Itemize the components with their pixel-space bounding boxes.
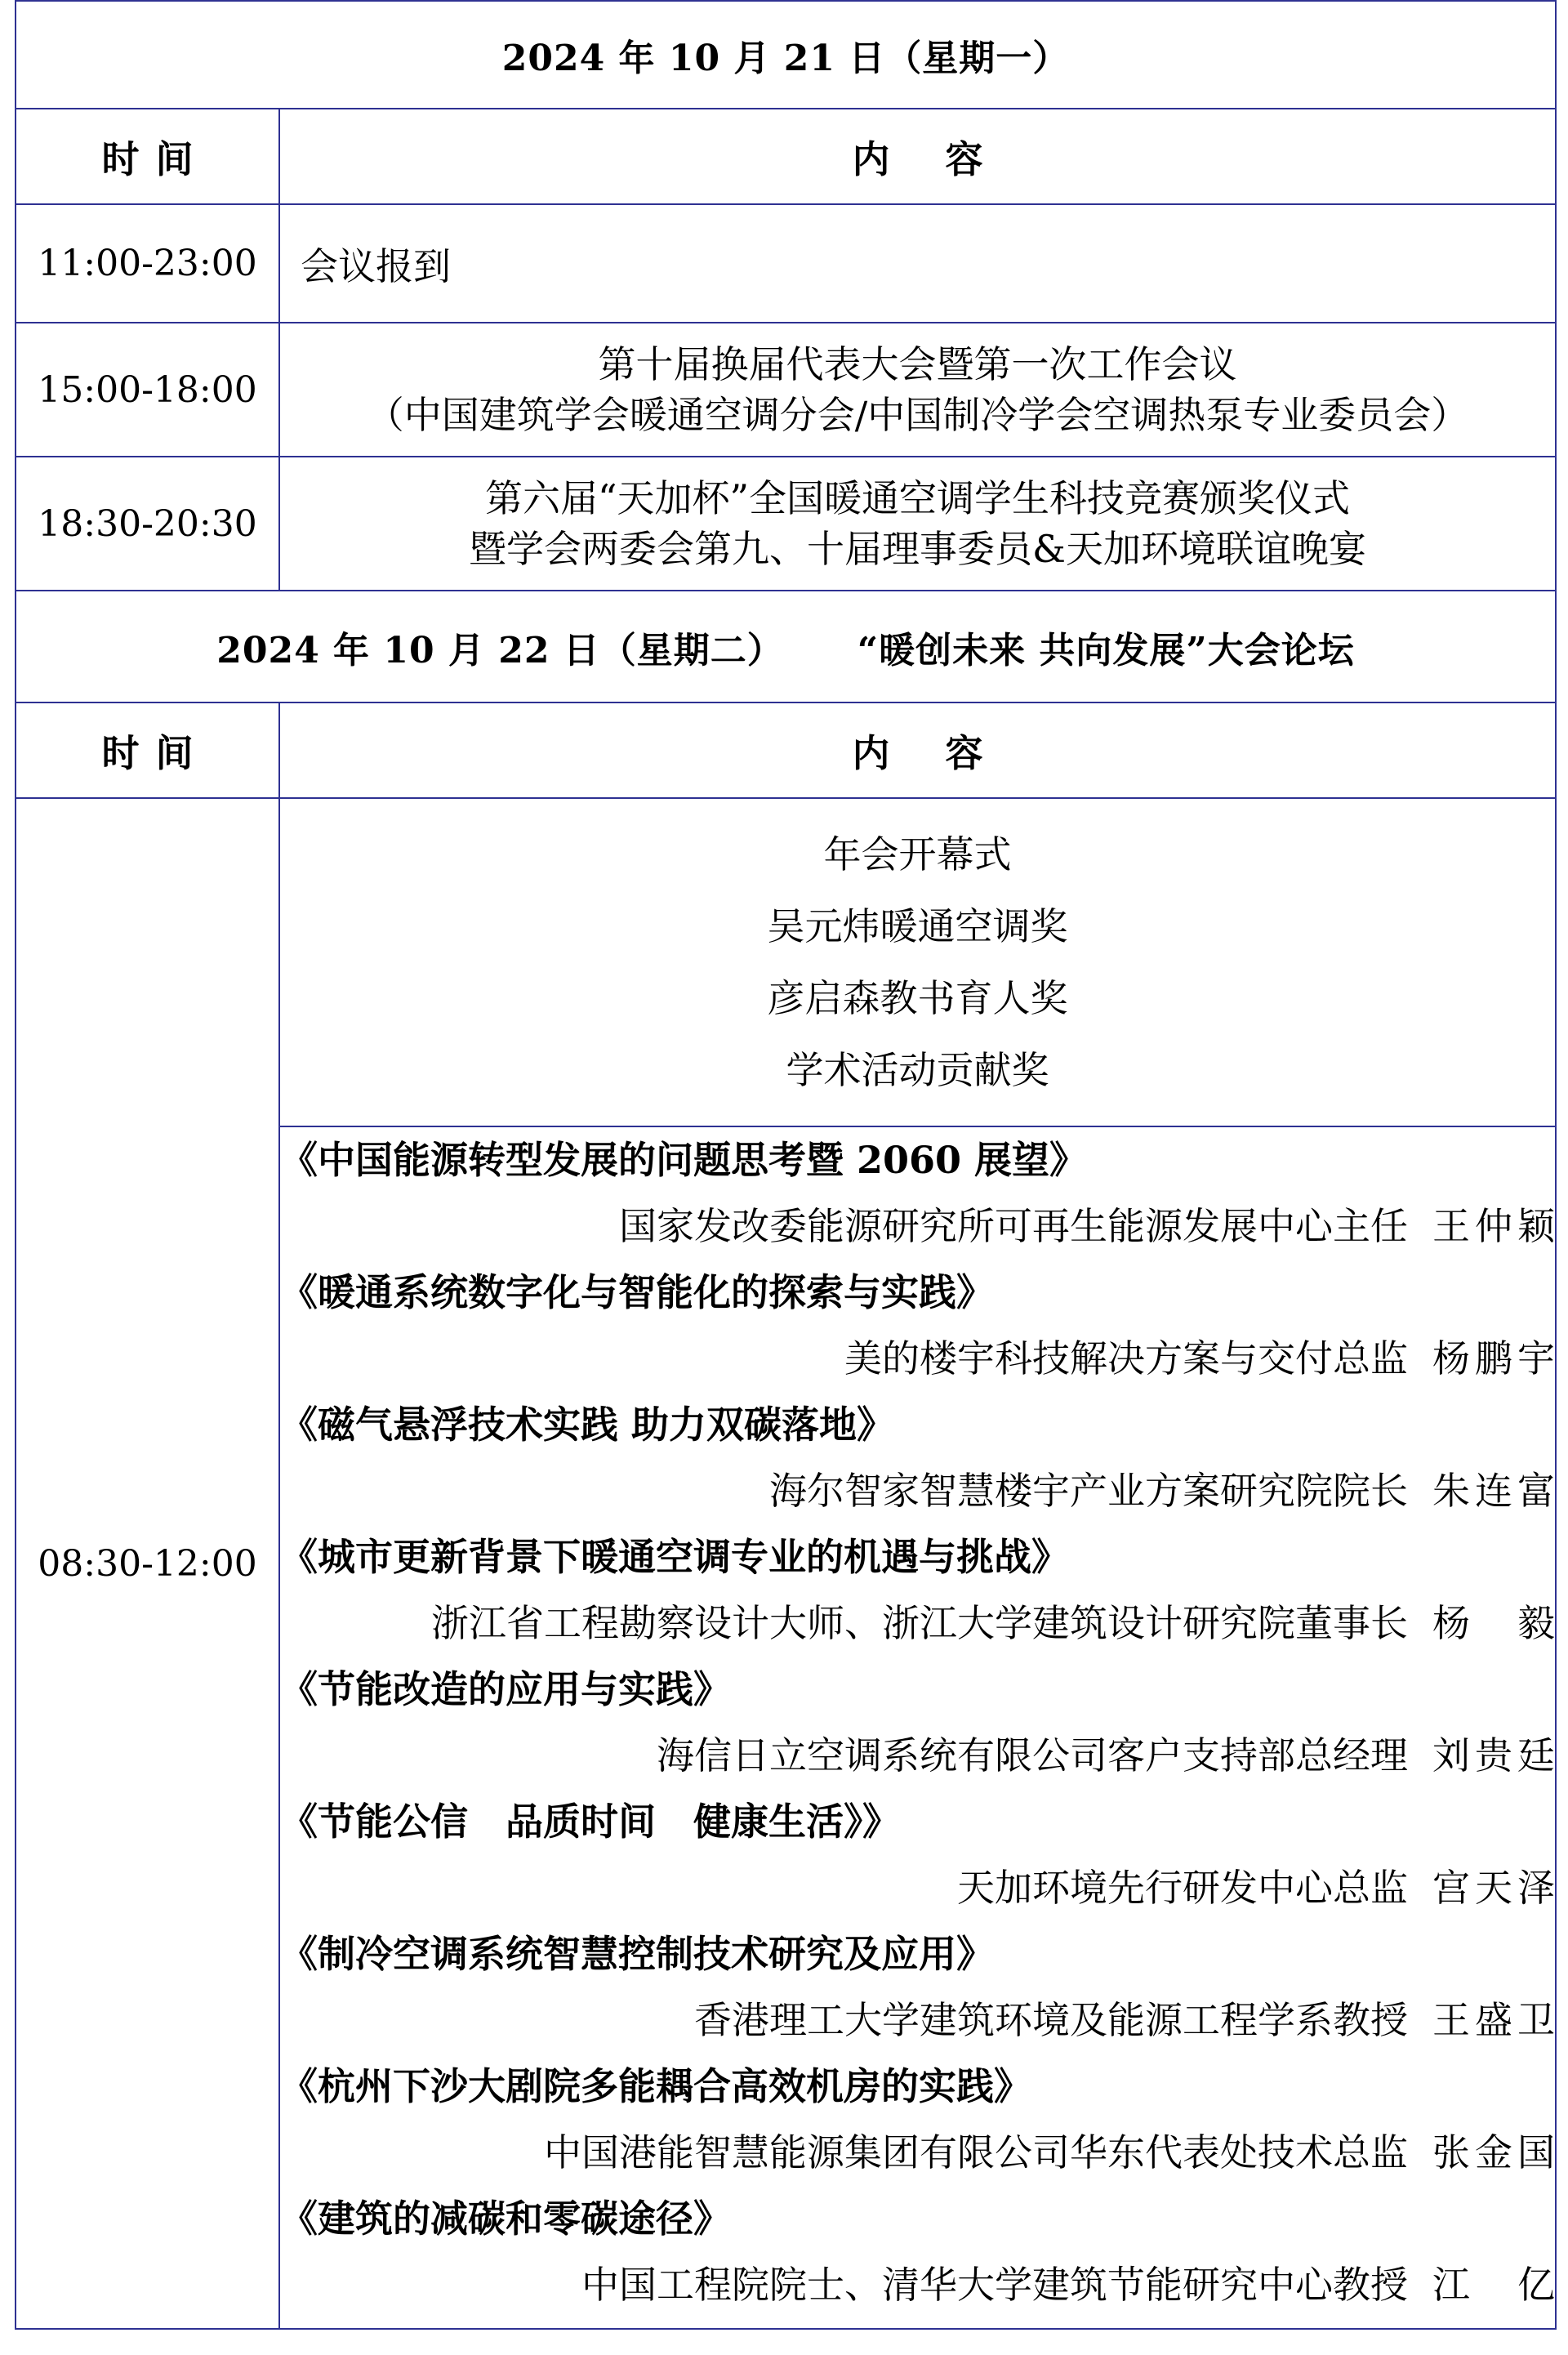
talk-speaker-line bbox=[280, 1590, 1555, 1657]
content-column-header: 内容 bbox=[852, 136, 1039, 181]
day2-title-cell bbox=[16, 591, 1556, 702]
content-line: 第十届换届代表大会暨第一次工作会议 bbox=[598, 342, 1237, 386]
speaker-affiliation: 美的楼宇科技解决方案与交付总监 bbox=[844, 1336, 1409, 1380]
day1-header-row bbox=[16, 109, 1556, 204]
opening-item: 学术活动贡献奖 bbox=[786, 1048, 1049, 1092]
conference-agenda-table bbox=[15, 0, 1557, 2330]
day1-title: 2024 年 10 月 21 日（星期一） bbox=[16, 1, 1556, 109]
content-line: 暨学会两委会第九、十届理事委员&天加环境联谊晚宴 bbox=[469, 527, 1366, 571]
talk-speaker-line bbox=[280, 2120, 1555, 2186]
talk-title: 《节能改造的应用与实践》 bbox=[280, 1667, 731, 1711]
talk-title-part: 品质时间 bbox=[506, 1800, 656, 1844]
talk-title-part: 《节能公信 bbox=[280, 1800, 468, 1844]
content-line: （中国建筑学会暖通空调分会/中国制冷学会空调热泵专业委员会） bbox=[366, 393, 1469, 437]
speaker-name: 江亿 bbox=[1432, 2263, 1556, 2307]
speaker-affiliation: 天加环境先行研发中心总监 bbox=[957, 1866, 1409, 1910]
talk-title: 《杭州下沙大剧院多能耦合高效机房的实践》 bbox=[280, 2064, 1031, 2108]
session-time-cell: 08:30-12:00 bbox=[16, 798, 279, 2329]
speaker-name: 刘贵廷 bbox=[1432, 1733, 1556, 1777]
speaker-name: 王仲颖 bbox=[1432, 1204, 1556, 1248]
content-line: 第六届“天加杯”全国暖通空调学生科技竞赛颁奖仪式 bbox=[484, 476, 1351, 520]
day2-header-row bbox=[16, 702, 1556, 798]
content-cell bbox=[279, 323, 1556, 457]
day2-title: 2024 年 10 月 22 日（星期二） bbox=[216, 629, 784, 671]
speaker-affiliation: 中国港能智慧能源集团有限公司华东代表处技术总监 bbox=[544, 2130, 1409, 2174]
talk-title-part: 健康生活》》 bbox=[693, 1800, 900, 1844]
speaker-name: 宫天泽 bbox=[1432, 1866, 1556, 1910]
time-cell: 15:00-18:00 bbox=[16, 323, 279, 457]
talk-title: 《磁气悬浮技术实践 助力双碳落地》 bbox=[280, 1403, 895, 1447]
talk-speaker-line bbox=[280, 1987, 1555, 2054]
speaker-affiliation: 香港理工大学建筑环境及能源工程学系教授 bbox=[694, 1998, 1409, 2042]
time-cell: 18:30-20:30 bbox=[16, 457, 279, 591]
content-cell bbox=[279, 457, 1556, 591]
schedule-row-registration bbox=[16, 204, 1556, 323]
speaker-name: 张金国 bbox=[1432, 2130, 1556, 2174]
opening-item: 年会开幕式 bbox=[823, 832, 1012, 876]
opening-item: 彦启森教书育人奖 bbox=[767, 976, 1068, 1020]
talk-title: 《城市更新背景下暖通空调专业的机遇与挑战》 bbox=[280, 1535, 1069, 1579]
talk-speaker-line bbox=[280, 2252, 1555, 2318]
talk-title: 《制冷空调系统智慧控制技术研究及应用》 bbox=[280, 1932, 994, 1976]
time-column-header: 时间 bbox=[101, 136, 210, 181]
speaker-affiliation: 浙江省工程勘察设计大师、浙江大学建筑设计研究院董事长 bbox=[431, 1601, 1409, 1645]
speaker-affiliation: 海尔智家智慧楼宇产业方案研究院院长 bbox=[769, 1469, 1409, 1513]
talks-cell bbox=[279, 1126, 1556, 2329]
talk-title: 《中国能源转型发展的问题思考暨 2060 展望》 bbox=[280, 1138, 1088, 1182]
talk-speaker-line bbox=[280, 1326, 1555, 1392]
talk-title bbox=[280, 1789, 1555, 1855]
opening-ceremony-cell bbox=[279, 798, 1556, 1126]
speaker-name: 杨毅 bbox=[1432, 1601, 1556, 1645]
opening-item: 吴元炜暖通空调奖 bbox=[767, 904, 1068, 948]
speaker-affiliation: 国家发改委能源研究所可再生能源发展中心主任 bbox=[619, 1204, 1409, 1248]
time-column-header: 时间 bbox=[101, 730, 210, 775]
speaker-affiliation: 海信日立空调系统有限公司客户支持部总经理 bbox=[657, 1733, 1409, 1777]
talk-title: 《建筑的减碳和零碳途径》 bbox=[280, 2197, 731, 2241]
speaker-name: 王盛卫 bbox=[1432, 1998, 1556, 2042]
day1-title-row bbox=[16, 1, 1556, 109]
speaker-affiliation: 中国工程院院士、清华大学建筑节能研究中心教授 bbox=[581, 2263, 1409, 2307]
schedule-row-general-assembly bbox=[16, 323, 1556, 457]
talk-title: 《暖通系统数字化与智能化的探索与实践》 bbox=[280, 1270, 994, 1314]
talk-speaker-line bbox=[280, 1458, 1555, 1524]
time-cell: 11:00-23:00 bbox=[16, 204, 279, 323]
forum-theme: “暖创未来 共向发展”大会论坛 bbox=[857, 629, 1355, 671]
schedule-row-opening bbox=[16, 798, 1556, 1126]
content-column-header: 内容 bbox=[852, 730, 1039, 775]
day2-title-row bbox=[16, 591, 1556, 702]
talk-speaker-line bbox=[280, 1855, 1555, 1921]
talk-speaker-line bbox=[280, 1193, 1555, 1260]
talk-speaker-line bbox=[280, 1723, 1555, 1789]
content-cell: 会议报到 bbox=[279, 204, 1556, 323]
schedule-row-award-banquet bbox=[16, 457, 1556, 591]
speaker-name: 杨鹏宇 bbox=[1432, 1336, 1556, 1380]
speaker-name: 朱连富 bbox=[1432, 1469, 1556, 1513]
